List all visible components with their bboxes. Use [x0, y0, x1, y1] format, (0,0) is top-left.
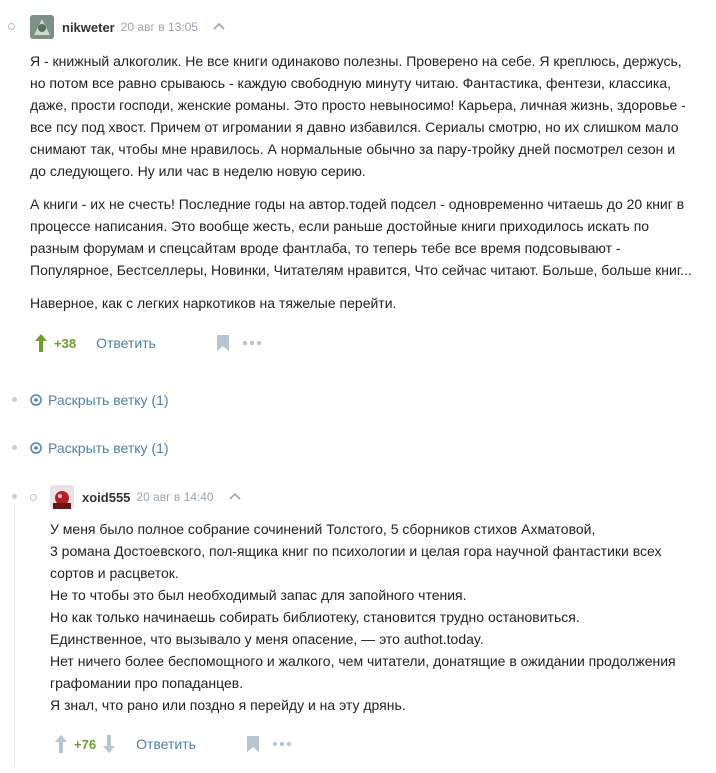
text-line: даже, прости господи, женские романы. Это просто невыносимо! Карьера, личная жизнь, здоровье -: [30, 97, 686, 113]
timestamp[interactable]: 20 авг в 13:05: [120, 20, 198, 34]
chevron-up-icon[interactable]: [228, 490, 242, 504]
comment-body: [50, 518, 676, 716]
rating: +38: [54, 335, 77, 351]
rating: +76: [74, 736, 97, 752]
bookmark-icon[interactable]: [246, 735, 260, 753]
text-line: Наверное, как с легких наркотиков на тяжелые перейти.: [30, 295, 397, 311]
comment-header: [50, 484, 242, 510]
avatar[interactable]: [50, 485, 74, 509]
timestamp[interactable]: 20 авг в 14:40: [136, 490, 214, 504]
text-line: сортов и расцветок.: [50, 565, 179, 581]
bookmark-icon[interactable]: [216, 334, 230, 352]
thread-dot: [30, 494, 37, 501]
thread-dot: [8, 23, 15, 30]
text-line: снимают так, чтобы мне нравилось. А нормальные обычно за пару-тройку дней посмотрел сезон и: [30, 141, 676, 157]
paragraph: [30, 292, 692, 314]
arrow-up-icon[interactable]: [34, 333, 48, 353]
text-line: до следующего. Ну или час в неделю новую серию.: [30, 163, 366, 179]
more-icon[interactable]: [242, 340, 262, 346]
thread-dot: [12, 494, 17, 499]
text-line: 3 романа Достоевского, пол-ящика книг по психологии и целая гора научной фантастики всех: [50, 543, 662, 559]
text-line: У меня было полное собрание сочинений Толстого, 5 сборников стихов Ахматовой,: [50, 521, 596, 537]
comment-actions: [34, 331, 262, 355]
arrow-down-icon[interactable]: [102, 734, 116, 754]
paragraph: [30, 50, 692, 182]
arrow-up-icon[interactable]: [54, 734, 68, 754]
text-line: Нет ничего более беспомощного и жалкого, чем читатели, донатящие в ожидании продолжения: [50, 653, 676, 669]
chevron-up-icon[interactable]: [212, 20, 226, 34]
comment-actions: [54, 732, 292, 756]
reply-button[interactable]: Ответить: [96, 335, 156, 351]
username[interactable]: nikweter: [62, 19, 115, 35]
thread-dot: [12, 445, 17, 450]
text-line: Я знал, что рано или поздно я перейду и на эту дрянь.: [50, 697, 406, 713]
expand-thread-button[interactable]: [30, 438, 169, 458]
expand-thread-label: Раскрыть ветку (1): [48, 392, 169, 408]
more-icon[interactable]: [272, 741, 292, 747]
text-line: все псу под хвост. Причем от игромании я давно избавился. Сериалы смотрю, но их слишком мало: [30, 119, 679, 135]
thread-dot: [12, 397, 17, 402]
expand-thread-label: Раскрыть ветку (1): [48, 440, 169, 456]
thread-line: [14, 505, 15, 765]
username[interactable]: xoid555: [82, 489, 131, 505]
text-line: А книги - их не счесть! Последние годы на автор.тодей подсел - одновременно читаешь до 20 книг в: [30, 196, 685, 212]
paragraph: [30, 193, 692, 281]
text-line: Единственное, что вызывало у меня опасение, — это authot.today.: [50, 631, 484, 647]
text-line: Но как только начинаешь собирать библиотеку, становится трудно остановиться.: [50, 609, 580, 625]
expand-circle-icon: [30, 442, 42, 454]
comment-header: [30, 14, 226, 40]
expand-thread-button[interactable]: [30, 390, 169, 410]
reply-button[interactable]: Ответить: [136, 736, 196, 752]
text-line: Популярное, Бестселлеры, Новинки, Читателям нравится, Что сейчас читают. Больше, больше книг...: [30, 262, 692, 278]
text-line: графомании про попаданцев.: [50, 675, 244, 691]
comment-body: [30, 50, 692, 314]
text-line: разным форумам и спецсайтам вроде фантлаба, то теперь тебе все время подсовывают -: [30, 240, 621, 256]
text-line: но потом все равно срываюсь - каждую свободную минуту читаю. Фантастика, фентези, классика,: [30, 75, 671, 91]
avatar[interactable]: [30, 15, 54, 39]
text-line: процессе написания. Это вообще жесть, если раньше достойные книги приходилось искать по: [30, 218, 650, 234]
text-line: Я - книжный алкоголик. Не все книги одинаково полезны. Проверено на себе. Я креплюсь, держусь,: [30, 53, 682, 69]
expand-circle-icon: [30, 394, 42, 406]
text-line: Не то чтобы это был необходимый запас для запойного чтения.: [50, 587, 467, 603]
